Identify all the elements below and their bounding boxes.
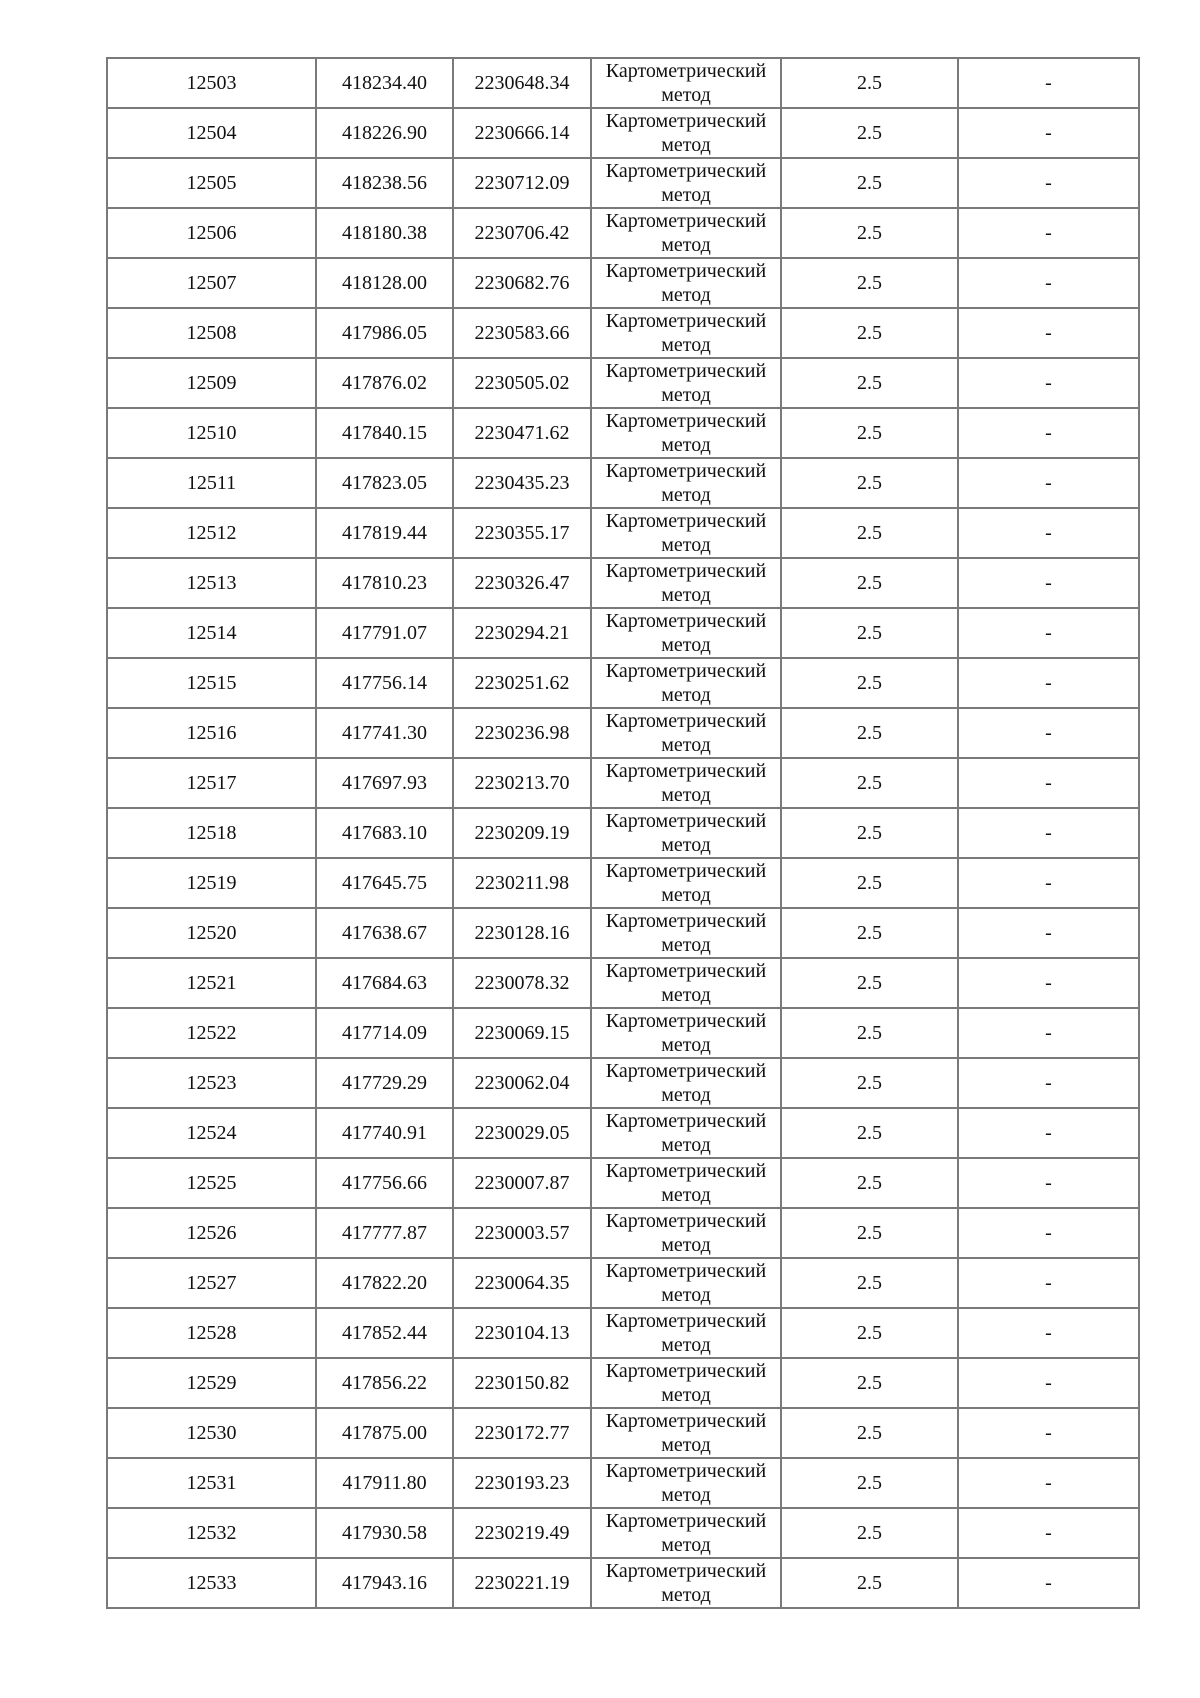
point-id-cell: 12526 [107, 1208, 316, 1258]
y-coordinate-cell: 2230078.32 [453, 958, 591, 1008]
accuracy-cell: 2.5 [781, 1208, 958, 1258]
table-row [107, 108, 1139, 158]
table-row [107, 708, 1139, 758]
x-coordinate-cell: 417740.91 [316, 1108, 453, 1158]
description-cell: - [958, 708, 1139, 758]
x-coordinate-cell: 417777.87 [316, 1208, 453, 1258]
point-id-cell: 12525 [107, 1158, 316, 1208]
point-id-cell: 12533 [107, 1558, 316, 1608]
method-cell: Картометрический метод [591, 1208, 781, 1258]
accuracy-cell: 2.5 [781, 158, 958, 208]
table-row [107, 1258, 1139, 1308]
point-id-cell: 12515 [107, 658, 316, 708]
x-coordinate-cell: 417810.23 [316, 558, 453, 608]
point-id-cell: 12510 [107, 408, 316, 458]
accuracy-cell: 2.5 [781, 1058, 958, 1108]
y-coordinate-cell: 2230505.02 [453, 358, 591, 408]
description-cell: - [958, 1258, 1139, 1308]
table-row [107, 608, 1139, 658]
point-id-cell: 12520 [107, 908, 316, 958]
description-cell: - [958, 1308, 1139, 1358]
method-cell: Картометрический метод [591, 1058, 781, 1108]
coordinates-table-body [107, 58, 1139, 1608]
table-row [107, 958, 1139, 1008]
x-coordinate-cell: 417930.58 [316, 1508, 453, 1558]
method-cell: Картометрический метод [591, 758, 781, 808]
x-coordinate-cell: 417856.22 [316, 1358, 453, 1408]
point-id-cell: 12516 [107, 708, 316, 758]
description-cell: - [958, 808, 1139, 858]
y-coordinate-cell: 2230213.70 [453, 758, 591, 808]
accuracy-cell: 2.5 [781, 1458, 958, 1508]
table-row [107, 308, 1139, 358]
method-cell: Картометрический метод [591, 358, 781, 408]
y-coordinate-cell: 2230583.66 [453, 308, 591, 358]
method-cell: Картометрический метод [591, 308, 781, 358]
description-cell: - [958, 558, 1139, 608]
table-row [107, 1108, 1139, 1158]
accuracy-cell: 2.5 [781, 658, 958, 708]
accuracy-cell: 2.5 [781, 458, 958, 508]
description-cell: - [958, 58, 1139, 108]
method-cell: Картометрический метод [591, 1008, 781, 1058]
y-coordinate-cell: 2230193.23 [453, 1458, 591, 1508]
x-coordinate-cell: 417852.44 [316, 1308, 453, 1358]
point-id-cell: 12508 [107, 308, 316, 358]
method-cell: Картометрический метод [591, 558, 781, 608]
description-cell: - [958, 608, 1139, 658]
method-cell: Картометрический метод [591, 408, 781, 458]
x-coordinate-cell: 418238.56 [316, 158, 453, 208]
x-coordinate-cell: 417729.29 [316, 1058, 453, 1108]
description-cell: - [958, 158, 1139, 208]
table-row [107, 158, 1139, 208]
description-cell: - [958, 308, 1139, 358]
table-row [107, 1558, 1139, 1608]
table-row [107, 808, 1139, 858]
method-cell: Картометрический метод [591, 108, 781, 158]
description-cell: - [958, 408, 1139, 458]
accuracy-cell: 2.5 [781, 808, 958, 858]
y-coordinate-cell: 2230150.82 [453, 1358, 591, 1408]
description-cell: - [958, 458, 1139, 508]
y-coordinate-cell: 2230007.87 [453, 1158, 591, 1208]
point-id-cell: 12532 [107, 1508, 316, 1558]
method-cell: Картометрический метод [591, 658, 781, 708]
point-id-cell: 12528 [107, 1308, 316, 1358]
point-id-cell: 12505 [107, 158, 316, 208]
y-coordinate-cell: 2230326.47 [453, 558, 591, 608]
x-coordinate-cell: 417819.44 [316, 508, 453, 558]
x-coordinate-cell: 418234.40 [316, 58, 453, 108]
accuracy-cell: 2.5 [781, 858, 958, 908]
point-id-cell: 12518 [107, 808, 316, 858]
description-cell: - [958, 858, 1139, 908]
x-coordinate-cell: 417645.75 [316, 858, 453, 908]
method-cell: Картометрический метод [591, 1508, 781, 1558]
table-row [107, 758, 1139, 808]
accuracy-cell: 2.5 [781, 58, 958, 108]
point-id-cell: 12503 [107, 58, 316, 108]
table-row [107, 58, 1139, 108]
y-coordinate-cell: 2230435.23 [453, 458, 591, 508]
method-cell: Картометрический метод [591, 1158, 781, 1208]
method-cell: Картометрический метод [591, 458, 781, 508]
y-coordinate-cell: 2230221.19 [453, 1558, 591, 1608]
y-coordinate-cell: 2230712.09 [453, 158, 591, 208]
y-coordinate-cell: 2230648.34 [453, 58, 591, 108]
method-cell: Картометрический метод [591, 158, 781, 208]
y-coordinate-cell: 2230209.19 [453, 808, 591, 858]
table-row [107, 1408, 1139, 1458]
description-cell: - [958, 1408, 1139, 1458]
x-coordinate-cell: 417875.00 [316, 1408, 453, 1458]
point-id-cell: 12529 [107, 1358, 316, 1408]
description-cell: - [958, 258, 1139, 308]
table-row [107, 1358, 1139, 1408]
x-coordinate-cell: 417741.30 [316, 708, 453, 758]
accuracy-cell: 2.5 [781, 908, 958, 958]
description-cell: - [958, 1208, 1139, 1258]
y-coordinate-cell: 2230355.17 [453, 508, 591, 558]
method-cell: Картометрический метод [591, 508, 781, 558]
point-id-cell: 12514 [107, 608, 316, 658]
method-cell: Картометрический метод [591, 208, 781, 258]
accuracy-cell: 2.5 [781, 958, 958, 1008]
description-cell: - [958, 958, 1139, 1008]
method-cell: Картометрический метод [591, 858, 781, 908]
y-coordinate-cell: 2230069.15 [453, 1008, 591, 1058]
table-row [107, 1458, 1139, 1508]
accuracy-cell: 2.5 [781, 1508, 958, 1558]
description-cell: - [958, 658, 1139, 708]
table-row [107, 508, 1139, 558]
accuracy-cell: 2.5 [781, 1158, 958, 1208]
description-cell: - [958, 358, 1139, 408]
point-id-cell: 12509 [107, 358, 316, 408]
point-id-cell: 12531 [107, 1458, 316, 1508]
method-cell: Картометрический метод [591, 58, 781, 108]
x-coordinate-cell: 417791.07 [316, 608, 453, 658]
table-row [107, 208, 1139, 258]
description-cell: - [958, 1108, 1139, 1158]
table-row [107, 558, 1139, 608]
description-cell: - [958, 1558, 1139, 1608]
accuracy-cell: 2.5 [781, 1008, 958, 1058]
method-cell: Картометрический метод [591, 908, 781, 958]
description-cell: - [958, 1158, 1139, 1208]
table-row [107, 1508, 1139, 1558]
y-coordinate-cell: 2230471.62 [453, 408, 591, 458]
y-coordinate-cell: 2230003.57 [453, 1208, 591, 1258]
y-coordinate-cell: 2230128.16 [453, 908, 591, 958]
method-cell: Картометрический метод [591, 808, 781, 858]
table-row [107, 358, 1139, 408]
description-cell: - [958, 1458, 1139, 1508]
y-coordinate-cell: 2230236.98 [453, 708, 591, 758]
y-coordinate-cell: 2230029.05 [453, 1108, 591, 1158]
description-cell: - [958, 1058, 1139, 1108]
x-coordinate-cell: 417756.66 [316, 1158, 453, 1208]
x-coordinate-cell: 417840.15 [316, 408, 453, 458]
x-coordinate-cell: 417714.09 [316, 1008, 453, 1058]
y-coordinate-cell: 2230706.42 [453, 208, 591, 258]
y-coordinate-cell: 2230064.35 [453, 1258, 591, 1308]
accuracy-cell: 2.5 [781, 708, 958, 758]
method-cell: Картометрический метод [591, 1308, 781, 1358]
x-coordinate-cell: 417876.02 [316, 358, 453, 408]
x-coordinate-cell: 417911.80 [316, 1458, 453, 1508]
x-coordinate-cell: 417822.20 [316, 1258, 453, 1308]
table-row [107, 408, 1139, 458]
method-cell: Картометрический метод [591, 1458, 781, 1508]
accuracy-cell: 2.5 [781, 258, 958, 308]
point-id-cell: 12507 [107, 258, 316, 308]
accuracy-cell: 2.5 [781, 1108, 958, 1158]
accuracy-cell: 2.5 [781, 108, 958, 158]
x-coordinate-cell: 418128.00 [316, 258, 453, 308]
method-cell: Картометрический метод [591, 1358, 781, 1408]
accuracy-cell: 2.5 [781, 208, 958, 258]
accuracy-cell: 2.5 [781, 1358, 958, 1408]
method-cell: Картометрический метод [591, 1108, 781, 1158]
x-coordinate-cell: 417683.10 [316, 808, 453, 858]
method-cell: Картометрический метод [591, 258, 781, 308]
y-coordinate-cell: 2230666.14 [453, 108, 591, 158]
method-cell: Картометрический метод [591, 608, 781, 658]
point-id-cell: 12517 [107, 758, 316, 808]
point-id-cell: 12519 [107, 858, 316, 908]
description-cell: - [958, 1358, 1139, 1408]
accuracy-cell: 2.5 [781, 558, 958, 608]
point-id-cell: 12512 [107, 508, 316, 558]
accuracy-cell: 2.5 [781, 358, 958, 408]
point-id-cell: 12511 [107, 458, 316, 508]
accuracy-cell: 2.5 [781, 1408, 958, 1458]
x-coordinate-cell: 417756.14 [316, 658, 453, 708]
y-coordinate-cell: 2230251.62 [453, 658, 591, 708]
table-row [107, 658, 1139, 708]
point-id-cell: 12506 [107, 208, 316, 258]
point-id-cell: 12530 [107, 1408, 316, 1458]
accuracy-cell: 2.5 [781, 1308, 958, 1358]
table-row [107, 1208, 1139, 1258]
x-coordinate-cell: 417823.05 [316, 458, 453, 508]
accuracy-cell: 2.5 [781, 308, 958, 358]
accuracy-cell: 2.5 [781, 1558, 958, 1608]
description-cell: - [958, 908, 1139, 958]
description-cell: - [958, 108, 1139, 158]
table-row [107, 458, 1139, 508]
point-id-cell: 12521 [107, 958, 316, 1008]
x-coordinate-cell: 417943.16 [316, 1558, 453, 1608]
method-cell: Картометрический метод [591, 1258, 781, 1308]
coordinates-table [106, 57, 1140, 1609]
description-cell: - [958, 758, 1139, 808]
point-id-cell: 12524 [107, 1108, 316, 1158]
x-coordinate-cell: 417638.67 [316, 908, 453, 958]
x-coordinate-cell: 417684.63 [316, 958, 453, 1008]
point-id-cell: 12522 [107, 1008, 316, 1058]
accuracy-cell: 2.5 [781, 1258, 958, 1308]
y-coordinate-cell: 2230211.98 [453, 858, 591, 908]
table-row [107, 1308, 1139, 1358]
x-coordinate-cell: 418180.38 [316, 208, 453, 258]
description-cell: - [958, 1508, 1139, 1558]
y-coordinate-cell: 2230172.77 [453, 1408, 591, 1458]
table-row [107, 1158, 1139, 1208]
x-coordinate-cell: 418226.90 [316, 108, 453, 158]
accuracy-cell: 2.5 [781, 758, 958, 808]
y-coordinate-cell: 2230294.21 [453, 608, 591, 658]
method-cell: Картометрический метод [591, 958, 781, 1008]
x-coordinate-cell: 417986.05 [316, 308, 453, 358]
description-cell: - [958, 1008, 1139, 1058]
method-cell: Картометрический метод [591, 708, 781, 758]
table-row [107, 258, 1139, 308]
method-cell: Картометрический метод [591, 1558, 781, 1608]
x-coordinate-cell: 417697.93 [316, 758, 453, 808]
point-id-cell: 12523 [107, 1058, 316, 1108]
y-coordinate-cell: 2230104.13 [453, 1308, 591, 1358]
description-cell: - [958, 508, 1139, 558]
point-id-cell: 12527 [107, 1258, 316, 1308]
point-id-cell: 12513 [107, 558, 316, 608]
accuracy-cell: 2.5 [781, 608, 958, 658]
table-row [107, 1008, 1139, 1058]
accuracy-cell: 2.5 [781, 508, 958, 558]
y-coordinate-cell: 2230682.76 [453, 258, 591, 308]
description-cell: - [958, 208, 1139, 258]
accuracy-cell: 2.5 [781, 408, 958, 458]
y-coordinate-cell: 2230219.49 [453, 1508, 591, 1558]
point-id-cell: 12504 [107, 108, 316, 158]
table-row [107, 1058, 1139, 1108]
table-row [107, 858, 1139, 908]
table-row [107, 908, 1139, 958]
method-cell: Картометрический метод [591, 1408, 781, 1458]
y-coordinate-cell: 2230062.04 [453, 1058, 591, 1108]
